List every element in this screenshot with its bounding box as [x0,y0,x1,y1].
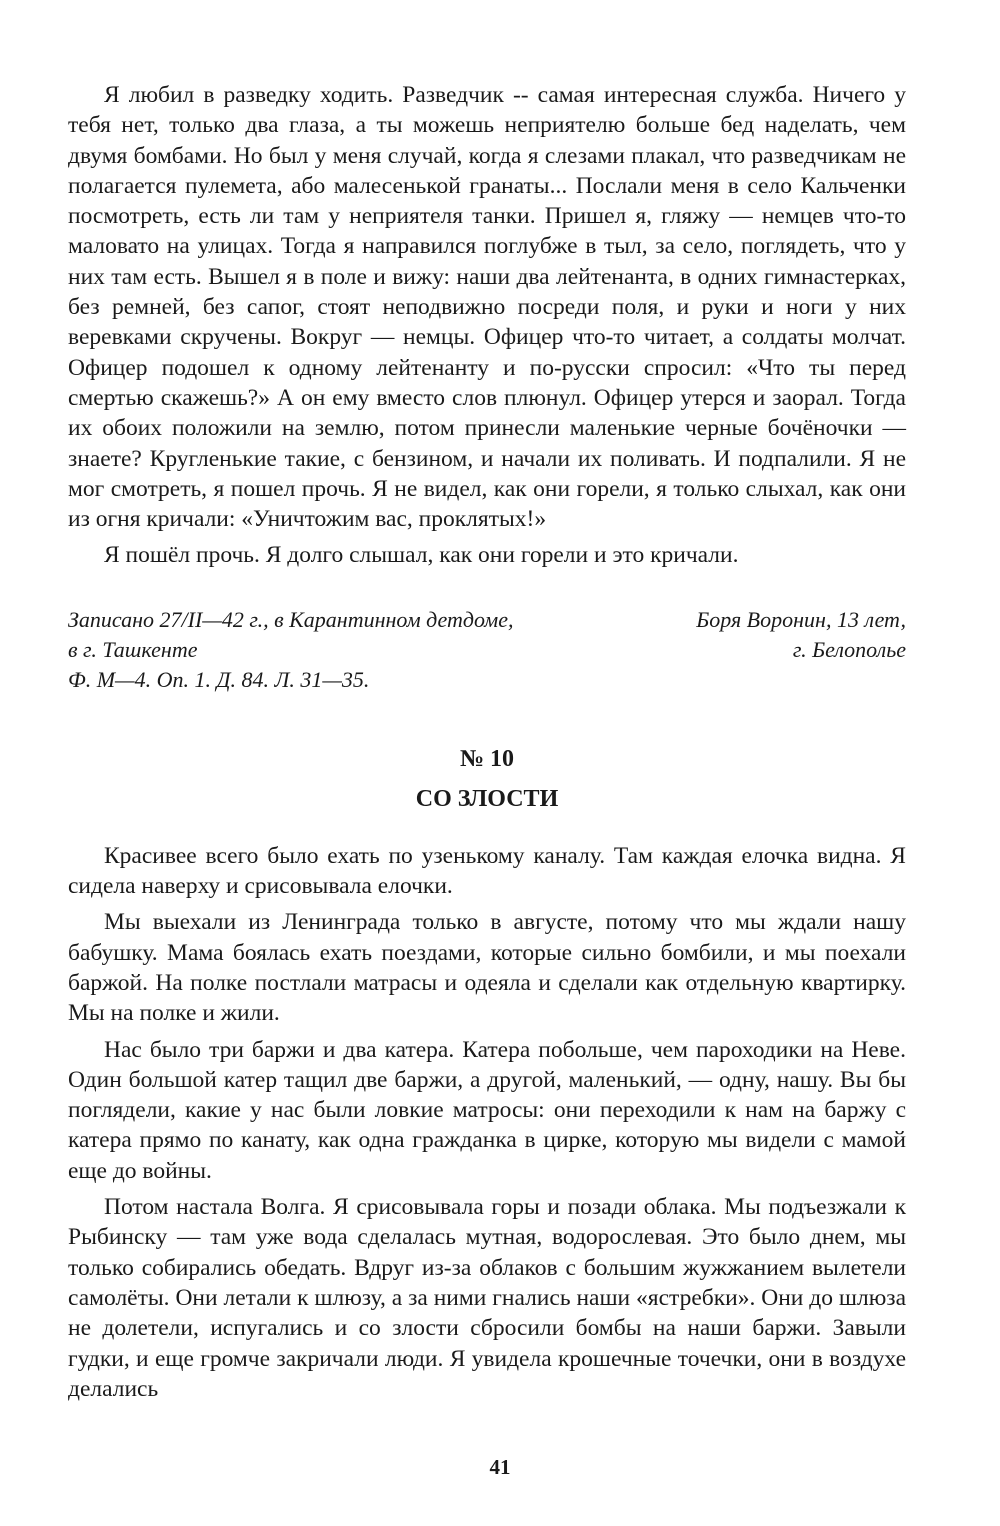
recording-note [68,605,513,695]
recorded-place-line: в г. Ташкенте [68,636,198,662]
story-one-paragraph-1: Я любил в разведку ходить. Разведчик -- самая интересная служба. Ничего у тебя нет, только два глаза, а ты можешь неприятелю больше бед наделать, чем двумя бомбами. Но был у меня случай, когда я слезами плакал, что разведчикам не полагается пулемета, або малесенькой гранаты... Послали меня в село Кальченки посмотреть, есть ли там у неприятеля танки. Пришел я, гляжу — немцев что-то маловато на улицах. Тогда я направился поглубже в тыл, за село, поглядеть, что у них там есть. Вышел я в поле и вижу: наши два лейтенанта, в одних гимнастерках, без ремней, без сапог, стоят неподвижно посреди поля, и руки и ноги у них веревками скручены. Вокруг — немцы. Офицер что-то читает, а солдаты молчат. Офицер подошел к одному лейтенанту и по-русски спросил: «Что ты перед смертью скажешь?» А он ему вместо слов плюнул. Офицер утерся и заорал. Тогда их обоих положили на землю, потом принесли маленькие черные бочёночки — знаете? Кругленькие такие, с бензином, и начали их поливать. И подпалили. Я не мог смотреть, я пошел прочь. Я не видел, как они горели, я только слыхал, как они из огня кричали: «Уничтожим вас, проклятых!» [68,82,906,533]
story-two-paragraph-3: Нас было три баржи и два катера. Катера побольше, чем пароходики на Неве. Один большой катер тащил две баржи, а другой, маленький, — одну, нашу. Вы бы поглядели, какие у нас были ловкие матросы: они переходили к нам на баржу с катера прямо по канату, как одна гражданка в цирке, которую мы видели с мамой еще до войны. [68,1036,906,1184]
story-two-paragraph-4: Потом настала Волга. Я срисовывала горы и позади облака. Мы подъезжали к Рыбинску — там уже вода сделалась мутная, водорослевая. Это было днем, мы только собирались обедать. Вдруг из-за облаков с большим жужжанием вылетели самолёты. Они летали к шлюзу, а за ними гнались наши «ястребки». Они до шлюза не долетели, испугались и со злости сбросили бомбы на наши баржи. Завыли гудки, и еще громче закричали люди. Я увидела крошечные точечки, они в воздухе делались [68,1194,906,1402]
archive-reference: Ф. М—4. Оп. 1. Д. 84. Л. 31—35. [68,666,370,692]
story-one-attribution [68,605,906,695]
page-body [68,80,906,1404]
story-number: № 10 [459,745,515,772]
story-two-paragraph-2: Мы выехали из Ленинграда только в августе, потому что мы ждали нашу бабушку. Мама боялась ехать поездами, которые сильно бомбили, и мы поехали баржой. На полке постлали матрасы и одеяла и сделали как отдельную квартирку. Мы на полке и жили. [68,909,906,1027]
story-title: СО ЗЛОСТИ [415,785,559,812]
author-line: Боря Воронин, 13 лет, [696,606,906,632]
story-one [68,80,906,695]
page-number: 41 [489,1455,511,1479]
author-note [696,605,906,695]
recorded-line: Записано 27/II—42 г., в Карантинном детдоме, [68,606,514,632]
story-two-heading [68,739,906,819]
story-one-paragraph-2: Я пошёл прочь. Я долго слышал, как они горели и это кричали. [104,542,739,569]
story-two [68,739,906,1404]
author-place-line: г. Белополье [792,636,906,662]
story-two-paragraph-1: Красивее всего было ехать по узенькому каналу. Там каждая елочка видна. Я сидела наверху и срисовывала елочки. [68,842,906,900]
